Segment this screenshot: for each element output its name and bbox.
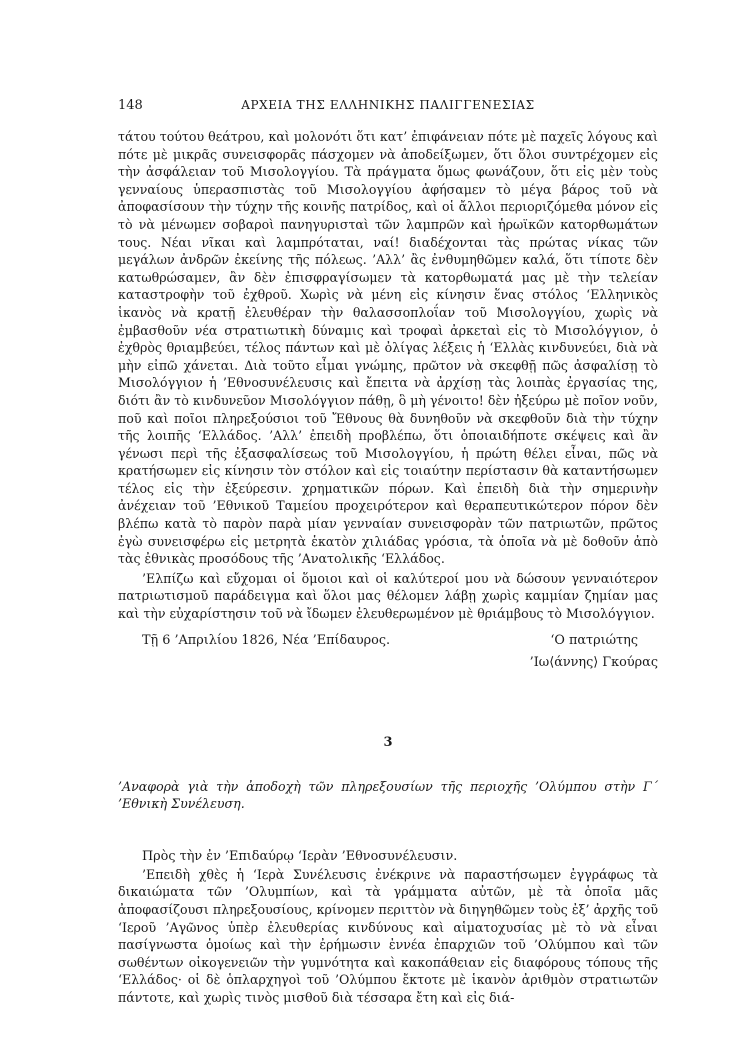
signer-name: ’Ιω⟨άννης⟩ Γκούρας: [529, 654, 658, 670]
document-number: 3: [383, 734, 393, 750]
body-paragraph: τάτου τούτου θεάτρου, καὶ μολονότι ὅτι κατ’ ἐπιφάνειαν πότε μὲ παχεῖς λόγους καὶ πότε μὲ μικρᾶς συνεισφορᾶς πάσχομεν νὰ ἀποδείξωμεν, ὅτι ὅλοι συντρέχομεν εἰς τὴν ἀσφάλειαν τοῦ Μισολογγίου. Τὰ πράγματα ὅμως φωνάζουν, ὅτι εἰς μὲν τοὺς γενναίους ὑπερασπιστὰς τοῦ Μισολογγίου ἀφήσαμεν τὸ μέγα βάρος τοῦ νὰ ἀποφασίσουν τὴν τύχην τῆς κοινῆς πατρίδος, καὶ οἱ ἄλλοι περιοριζόμεθα μόνον εἰς τὸ νὰ μένωμεν σοβαροὶ πανηγυρισταὶ τῶν λαμπρῶν καὶ ἡρωϊκῶν κατορθωμάτων τους. Νέαι νῖκαι καὶ λαμπρόταται, ναί! διαδέχονται τὰς πρώτας νίκας τῶν μεγάλων ἀνδρῶν ἐκείνης τῆς πόλεως. ’Αλλ’ ἂς ἐνθυμηθῶμεν καλά, ὅτι τίποτε δὲν κατωθρώσαμεν, ἂν δὲν ἐπισφραγίσωμεν τὰ κατορθωματά μας μὲ τὴν τελείαν καταστροφὴν τοῦ ἐχθροῦ. Χωρὶς νὰ μένη εἰς κίνησιν ἕνας στόλος ‘Ελληνικὸς ἱκανὸς νὰ κρατῇ ἐλευθέραν τὴν θαλασσοπλοΐαν τοῦ Μισολογγίου, χωρὶς νὰ ἐμβασθοῦν νέα στρατιωτικὴ δύναμις καὶ τροφαὶ ἀρκεταὶ εἰς τὸ Μισολόγγιον, ὁ ἐχθρὸς θριαμβεύει, τέλος πάντων καὶ μὲ ὀλίγας λέξεις ἡ ‘Ελλὰς κινδυνεύει, διὰ νὰ μὴν εἰπῶ χάνεται. Διὰ τοῦτο εἶμαι γνώμης, πρῶτον νὰ σκεφθῇ πῶς ἀσφαλίσῃ τὸ Μισολόγγιον ἡ ’Εθνοσυνέλευσις καὶ ἔπειτα νὰ ἀρχίσῃ τὰς λοιπὰς ἐργασίας της, διότι ἂν τὸ κινδυνεῦον Μισολόγγιον πάθῃ, ὃ μὴ γένοιτο! δὲν ἠξεύρω μὲ ποῖον νοῦν, ποῦ καὶ ποῖοι πληρεξούσιοι τοῦ Ἔθνους θὰ δυνηθοῦν νὰ σκεφθοῦν διὰ τὴν τύχην τῆς λοιπῆς ‘Ελλάδος. ’Αλλ’ ἐπειδὴ προβλέπω, ὅτι ὁποιαιδήποτε σκέψεις καὶ ἂν γένωσι περὶ τῆς ἐξασφαλίσεως τοῦ Μισολογγίου, ἡ πρώτη θέλει εἶναι, πῶς νὰ κρατήσωμεν εἰς κίνησιν τὸν στόλον καὶ εἰς τοιαύτην περίστασιν θὰ καταντήσωμεν τέλος εἰς τὴν ἐξεύρεσιν. χρηματικῶν πόρων. Καὶ ἐπειδὴ διὰ τὴν σημερινὴν ἀνέχειαν τοῦ ’Εθνικοῦ Ταμείου προχειρότερον καὶ θεραπευτικώτερον πόρον δὲν βλέπω κατὰ τὸ παρὸν παρὰ μίαν γενναίαν συνεισφορὰν τῶν πατριωτῶν, πρῶτος ἐγὼ συνεισφέρω εἰς μετρητὰ ἑκατὸν χιλιάδας γρόσια, τὰ ὁποῖα νὰ μὲ δοθοῦν ἀπὸ τὰς ἐθνικὰς προσόδους τῆς ’Ανατολικῆς ‘Ελλάδος.: [118, 129, 658, 567]
address-line: Πρὸς τὴν ἐν ’Επιδαύρῳ ‘Ιερὰν ’Εθνοσυνέλευσιν.: [142, 848, 458, 864]
body-paragraph: ’Ελπίζω καὶ εὔχομαι οἱ ὅμοιοι καὶ οἱ καλύτεροί μου νὰ δώσουν γενναιότερον πατριωτισμοῦ παράδειγμα καὶ ὅλοι μας θέλομεν λάβῃ χωρὶς καμμίαν ζημίαν μας καὶ τὴν εὐχαρίστησιν τοῦ νὰ ἴδωμεν ἐλευθερωμένον μὲ θριάμβους τὸ Μισολόγγιον.: [118, 570, 658, 622]
document-title: ’Αναφορὰ γιὰ τὴν ἀποδοχὴ τῶν πληρεξουσίων τῆς περιοχῆς ’Ολύμπου στὴν Γ΄ ’Εθνικὴ Συνέλευση.: [118, 778, 658, 812]
date-place: Τῇ 6 ’Απριλίου 1826, Νέα ’Επίδαυρος.: [142, 632, 391, 648]
signer-role: ‘Ο πατριώτης: [550, 632, 638, 648]
running-head: ΑΡΧΕΙΑ ΤΗΣ ΕΛΛΗΝΙΚΗΣ ΠΑΛΙΓΓΕΝΕΣΙΑΣ: [241, 98, 535, 112]
body-paragraph: ’Επειδὴ χθὲς ἡ ‘Ιερὰ Συνέλευσις ἐνέκρινε νὰ παραστήσωμεν ἐγγράφως τὰ δικαιώματα τῶν ’Ολυμπίων, καὶ τὰ γράμματα αὐτῶν, μὲ τὰ ὁποῖα μᾶς ἀποφασίζουσι πληρεξουσίους, κρίνομεν περιττὸν νὰ διηγηθῶμεν τοὺς ἐξ’ ἀρχῆς τοῦ ‘Ιεροῦ ’Αγῶνος ὑπὲρ ἐλευθερίας κινδύνους καὶ αἱματοχυσίας μὲ τὸ νὰ εἶναι πασίγνωστα ὁμοίως καὶ τὴν ἐρήμωσιν ἐννέα ἐπαρχιῶν τοῦ ’Ολύμπου καὶ τῶν σωθέντων οἰκογενειῶν τὴν γυμνότητα καὶ κακοπάθειαν εἰς διαφόρους τόπους τῆς ‘Ελλάδος· οἱ δὲ ὁπλαρχηγοὶ τοῦ ’Ολύμπου ἔκτοτε μὲ ἱκανὸν ἀριθμὸν στρατιωτῶν πάντοτε, καὶ χωρὶς τινὸς μισθοῦ διὰ τέσσαρα ἔτη καὶ εἰς διά-: [118, 866, 658, 1005]
document-page: [118, 98, 658, 1007]
signoff: [118, 633, 658, 677]
page-number: 148: [118, 98, 143, 113]
page-header: [118, 98, 658, 120]
